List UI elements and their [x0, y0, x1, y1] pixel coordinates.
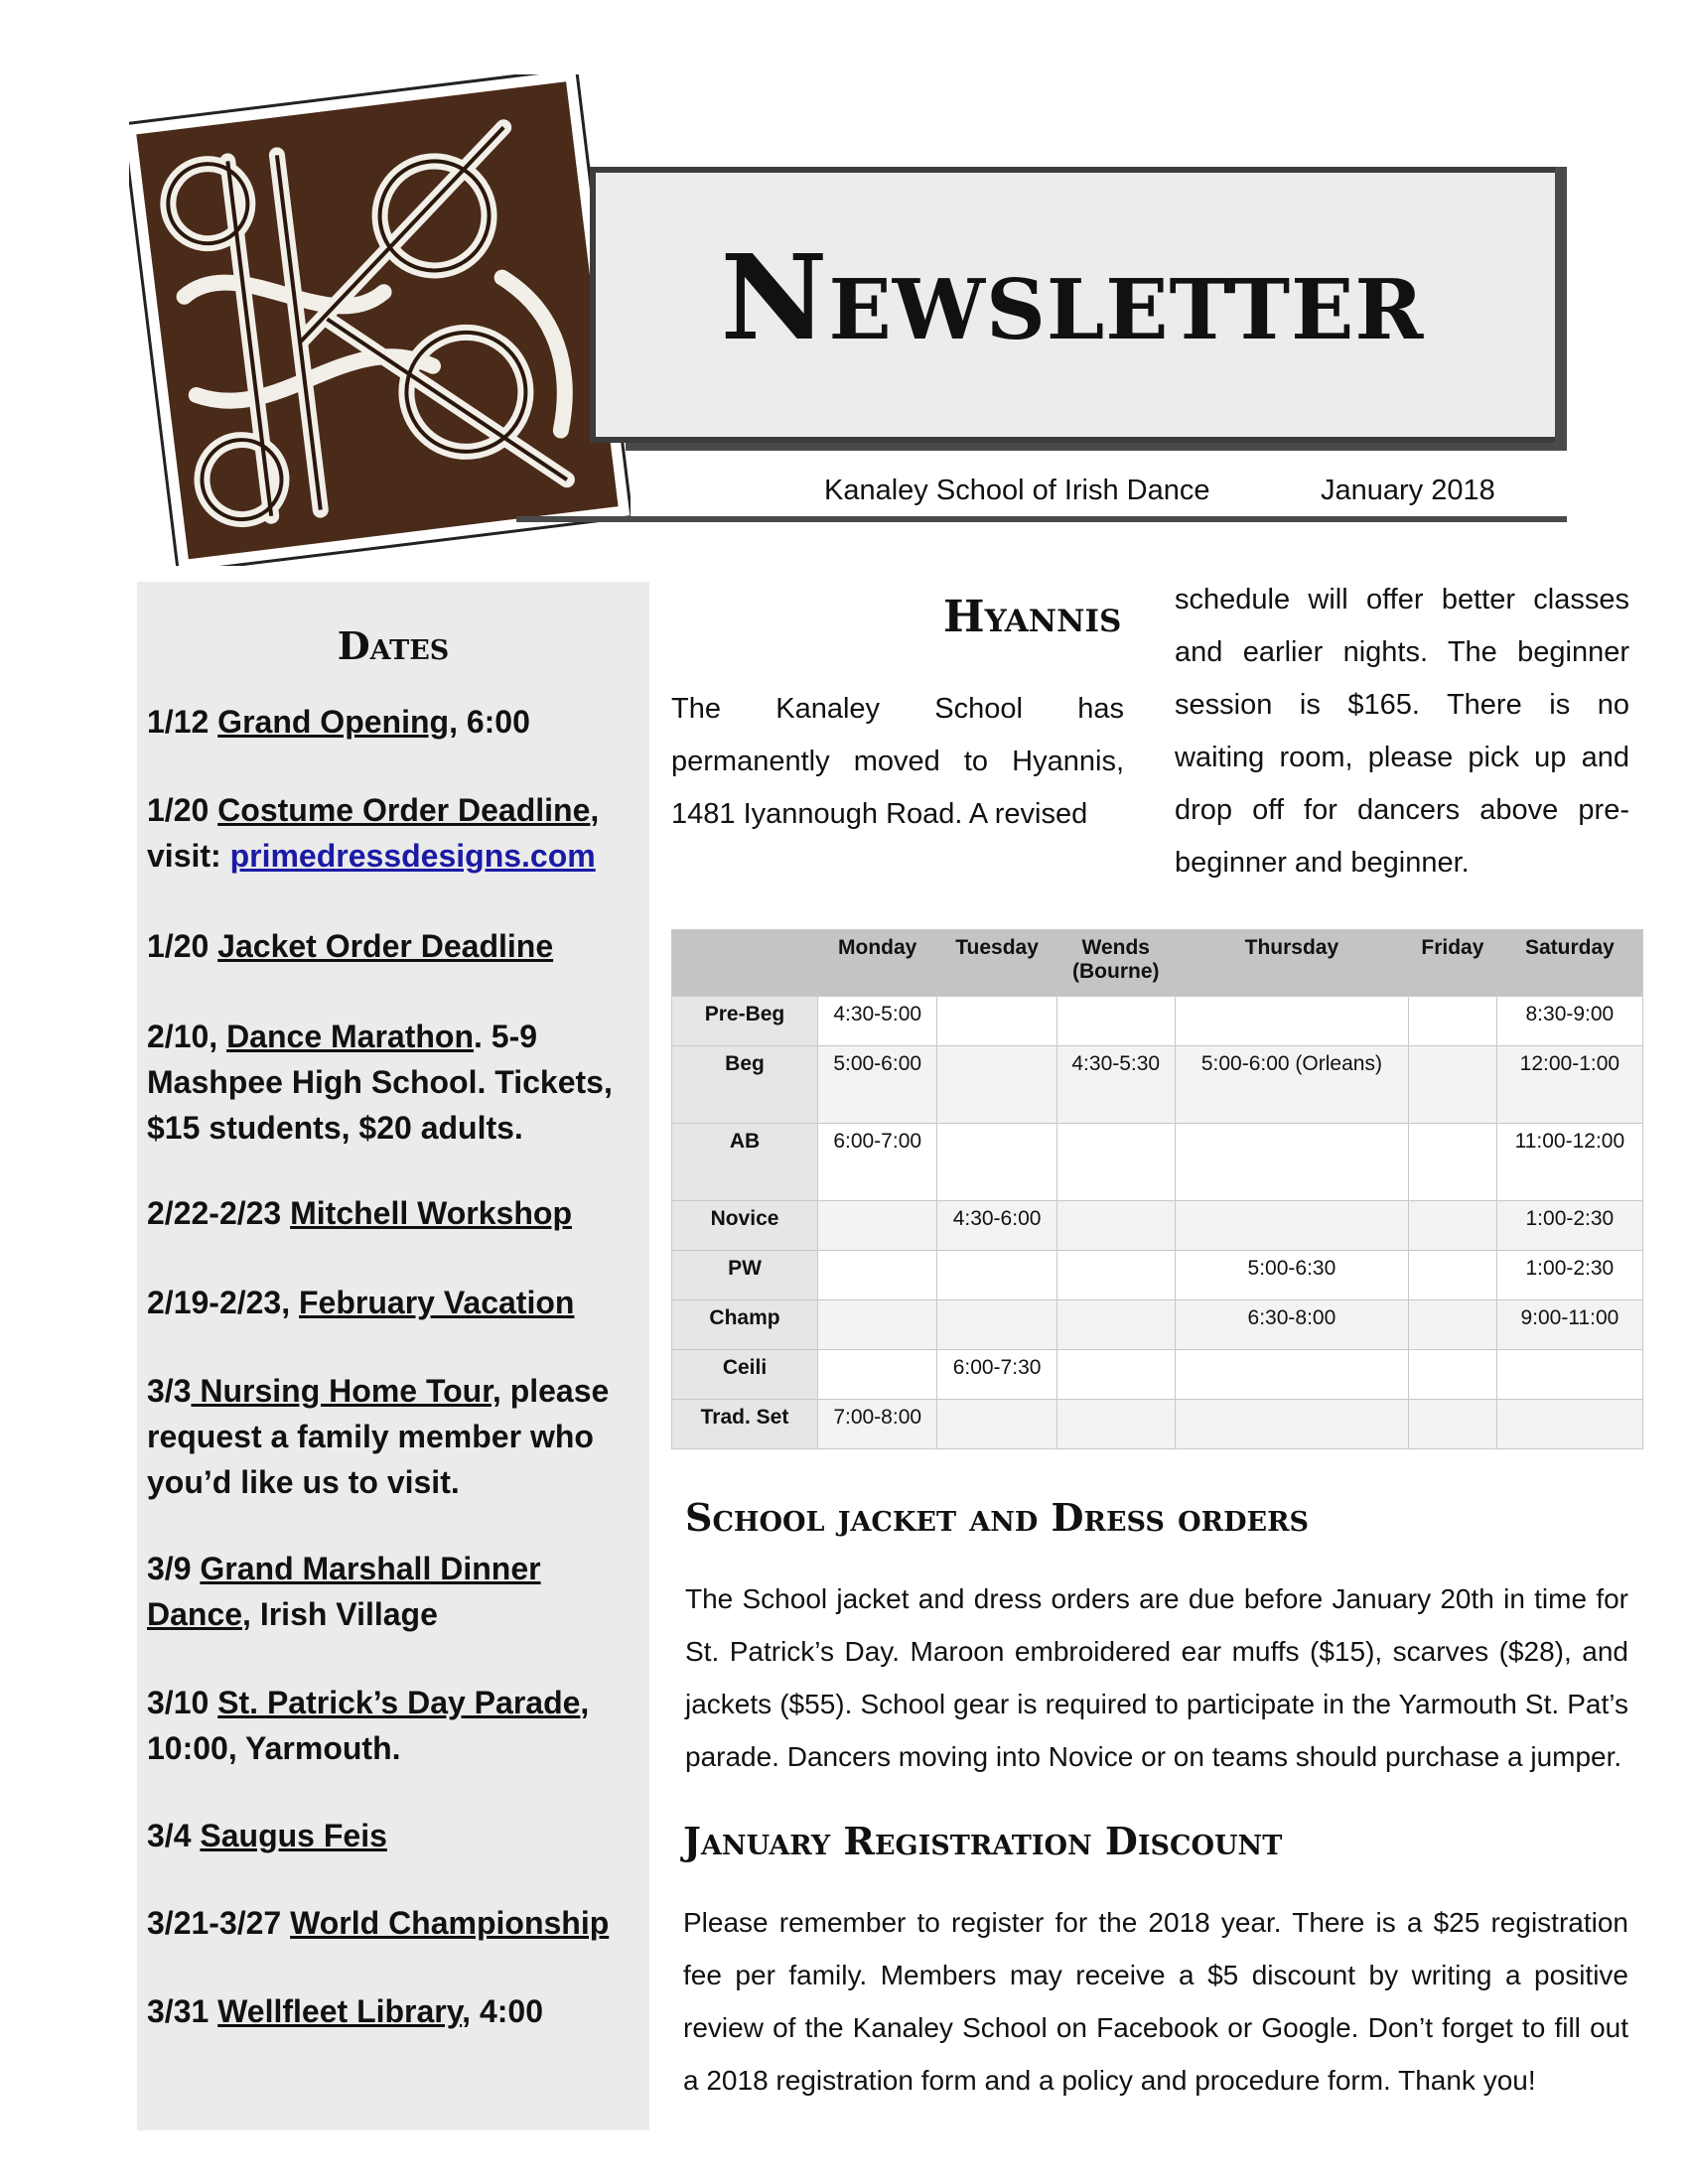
registration-heading: January Registration Discount	[683, 1819, 1283, 1863]
row-header: AB	[672, 1124, 818, 1201]
date-label: 3/4	[147, 1818, 201, 1853]
event-details: , 6:00	[449, 704, 530, 740]
date-item	[147, 699, 643, 745]
table-cell: 7:00-8:00	[818, 1400, 937, 1449]
table-cell	[1056, 1124, 1175, 1201]
table-cell: 5:00-6:30	[1175, 1251, 1408, 1300]
event-link[interactable]: Mitchell Workshop	[290, 1195, 572, 1231]
event-details: . 5-9 Mashpee High School. Tickets, $15 students, $20 adults.	[147, 1019, 613, 1146]
date-label: 2/10,	[147, 1019, 227, 1054]
table-cell	[1056, 997, 1175, 1046]
table-cell	[1409, 1350, 1497, 1400]
event-link[interactable]: Wellfleet Library	[217, 1993, 463, 2029]
table-cell	[1175, 1124, 1408, 1201]
date-label: 1/20	[147, 928, 218, 964]
table-cell	[1056, 1400, 1175, 1449]
event-link[interactable]: Nursing Home Tour,	[191, 1373, 501, 1409]
jackets-heading: School jacket and Dress orders	[685, 1495, 1310, 1540]
table-cell	[1496, 1350, 1642, 1400]
table-row	[672, 1400, 1643, 1449]
event-link[interactable]: Dance Marathon	[226, 1019, 474, 1054]
header-divider	[516, 516, 1567, 522]
celtic-knot-k-logo-icon	[129, 74, 631, 566]
event-link[interactable]: February Vacation	[299, 1285, 575, 1320]
table-row	[672, 1300, 1643, 1350]
table-cell: 1:00-2:30	[1496, 1251, 1642, 1300]
table-cell: 6:00-7:00	[818, 1124, 937, 1201]
table-cell	[1409, 1300, 1497, 1350]
date-label: 2/22-2/23	[147, 1195, 291, 1231]
table-cell	[818, 1300, 937, 1350]
table-cell	[1056, 1201, 1175, 1251]
event-link[interactable]: Costume Order Deadline	[217, 792, 591, 828]
table-cell	[818, 1350, 937, 1400]
dates-heading: Dates	[337, 623, 450, 668]
event-link[interactable]: Saugus Feis	[200, 1818, 387, 1853]
table-cell	[1409, 997, 1497, 1046]
table-cell	[1409, 1046, 1497, 1124]
date-label: 1/20	[147, 792, 218, 828]
table-cell	[1409, 1400, 1497, 1449]
table-cell	[818, 1201, 937, 1251]
column-header: Thursday	[1175, 930, 1408, 997]
date-label: 3/10	[147, 1685, 218, 1720]
row-header: Beg	[672, 1046, 818, 1124]
date-item	[147, 1813, 643, 1858]
row-header: Novice	[672, 1201, 818, 1251]
class-schedule-table	[671, 929, 1643, 1449]
table-row	[672, 1201, 1643, 1251]
event-details: , visit:	[147, 792, 600, 874]
table-cell	[1175, 1400, 1408, 1449]
date-label: 3/3	[147, 1373, 192, 1409]
date-item	[147, 1900, 643, 1946]
date-label: 3/31	[147, 1993, 218, 2029]
date-label: 3/21-3/27	[147, 1905, 291, 1941]
date-item	[147, 1014, 643, 1151]
column-header: Friday	[1409, 930, 1497, 997]
date-item	[147, 1680, 643, 1771]
table-cell	[937, 1251, 1056, 1300]
event-link[interactable]: Grand Opening	[217, 704, 450, 740]
hyannis-heading: Hyannis	[943, 592, 1122, 642]
hyannis-text-col2: schedule will offer better classes and earlier nights. The beginner session is $165. There is no waiting room, please pick up and drop off for dancers above pre-beginner and beginner.	[1175, 584, 1629, 879]
column-header: Monday	[818, 930, 937, 997]
table-cell	[818, 1251, 937, 1300]
row-header: PW	[672, 1251, 818, 1300]
table-cell	[1175, 1201, 1408, 1251]
date-item	[147, 1368, 643, 1505]
event-link[interactable]: Jacket Order Deadline	[217, 928, 554, 964]
table-row	[672, 1251, 1643, 1300]
issue-date: January 2018	[1321, 475, 1495, 506]
table-cell: 4:30-5:30	[1056, 1046, 1175, 1124]
date-item	[147, 923, 643, 969]
date-item	[147, 1280, 643, 1325]
event-link[interactable]: Grand Marshall Dinner Dance	[147, 1551, 541, 1632]
table-cell	[1056, 1300, 1175, 1350]
table-cell: 8:30-9:00	[1496, 997, 1642, 1046]
table-row	[672, 1046, 1643, 1124]
table-cell: 1:00-2:30	[1496, 1201, 1642, 1251]
table-cell: 12:00-1:00	[1496, 1046, 1642, 1124]
jackets-body: The School jacket and dress orders are due before January 20th in time for St. Patrick’s Day. Maroon embroidered ear muffs ($15), scarves ($28), and jackets ($55). School gear is required to participate in the Yarmouth St. Pat’s parade. Dancers moving into Novice or on teams should purchase a jumper.	[685, 1583, 1628, 1772]
table-cell	[1175, 1350, 1408, 1400]
table-cell	[937, 1046, 1056, 1124]
event-details: , 10:00, Yarmouth.	[147, 1685, 590, 1766]
date-item	[147, 787, 643, 879]
row-header: Ceili	[672, 1350, 818, 1400]
table-cell: 6:00-7:30	[937, 1350, 1056, 1400]
date-item	[147, 1190, 643, 1236]
column-header: Wends (Bourne)	[1056, 930, 1175, 997]
table-header-row	[672, 930, 1643, 997]
row-header: Pre-Beg	[672, 997, 818, 1046]
date-label: 2/19-2/23,	[147, 1285, 299, 1320]
date-label: 1/12	[147, 704, 218, 740]
table-cell	[937, 997, 1056, 1046]
costume-website-link[interactable]: primedressdesigns.com	[229, 838, 596, 874]
event-link[interactable]: St. Patrick’s Day Parade	[217, 1685, 581, 1720]
table-row	[672, 997, 1643, 1046]
table-cell: 9:00-11:00	[1496, 1300, 1642, 1350]
row-header: Champ	[672, 1300, 818, 1350]
event-link[interactable]: World Championship	[290, 1905, 610, 1941]
table-row	[672, 1124, 1643, 1201]
table-cell	[937, 1400, 1056, 1449]
event-details: please request a family member who you’d like us to visit.	[147, 1373, 610, 1500]
table-cell: 4:30-5:00	[818, 997, 937, 1046]
row-header: Trad. Set	[672, 1400, 818, 1449]
table-cell: 5:00-6:00	[818, 1046, 937, 1124]
table-cell	[937, 1300, 1056, 1350]
table-cell	[1409, 1124, 1497, 1201]
table-cell	[937, 1124, 1056, 1201]
table-cell	[1056, 1350, 1175, 1400]
table-cell	[1175, 997, 1408, 1046]
table-cell	[1409, 1201, 1497, 1251]
table-cell: 6:30-8:00	[1175, 1300, 1408, 1350]
column-header	[672, 930, 818, 997]
date-label: 3/9	[147, 1551, 201, 1586]
table-cell: 5:00-6:00 (Orleans)	[1175, 1046, 1408, 1124]
registration-body: Please remember to register for the 2018 year. There is a $25 registration fee per family. Members may receive a $5 discount by writing a positive review of the Kanaley School on Facebook or Google. Don’t forget to fill out a 2018 registration form and a policy and procedure form. Thank you!	[683, 1907, 1628, 2096]
column-header: Tuesday	[937, 930, 1056, 997]
page-title: Newsletter	[720, 228, 1425, 366]
table-cell: 4:30-6:00	[937, 1201, 1056, 1251]
table-cell	[1496, 1400, 1642, 1449]
date-item	[147, 1546, 643, 1637]
table-cell	[1409, 1251, 1497, 1300]
event-details: , Irish Village	[242, 1596, 438, 1632]
date-item	[147, 1988, 643, 2034]
event-details: , 4:00	[462, 1993, 543, 2029]
column-header: Saturday	[1496, 930, 1642, 997]
school-name: Kanaley School of Irish Dance	[824, 475, 1210, 506]
table-cell	[1056, 1251, 1175, 1300]
hyannis-text-col1: The Kanaley School has permanently moved to Hyannis, 1481 Iyannough Road. A revised	[671, 693, 1124, 830]
table-cell: 11:00-12:00	[1496, 1124, 1642, 1201]
table-row	[672, 1350, 1643, 1400]
